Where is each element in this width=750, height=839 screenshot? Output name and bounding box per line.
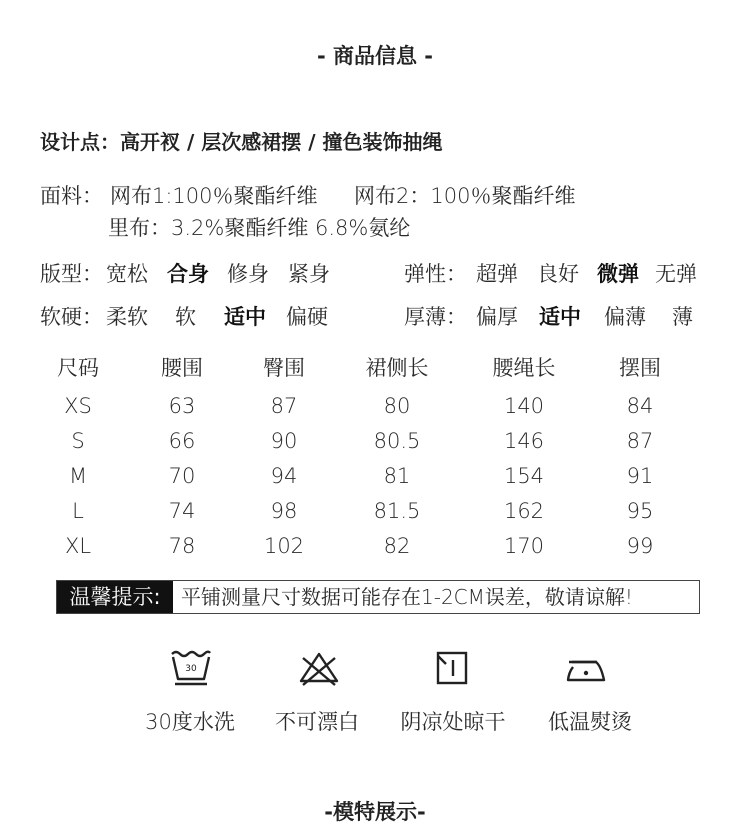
table-cell: 99 (626, 534, 654, 558)
measurement-notice (56, 580, 700, 614)
fit-option-slim: 修身 (227, 262, 269, 286)
fit-label: 版型： (40, 262, 103, 286)
elasticity-option-none: 无弹 (655, 262, 697, 286)
table-cell: 80 (383, 394, 411, 418)
thickness-option-thick: 偏厚 (476, 305, 518, 329)
care-label-wash: 30度水洗 (145, 710, 235, 734)
table-cell: 81.5 (373, 499, 421, 523)
thickness-option-thin: 偏薄 (604, 305, 646, 329)
table-cell: 95 (626, 499, 654, 523)
table-cell: 98 (270, 499, 298, 523)
section-title-model-show: -模特展示- (324, 800, 426, 824)
notice-label: 温馨提示: (57, 581, 173, 613)
table-cell: 146 (503, 429, 545, 453)
header-hem: 摆围 (619, 356, 661, 380)
header-waist: 腰围 (161, 356, 203, 380)
care-label-no-bleach: 不可漂白 (275, 710, 359, 734)
header-size: 尺码 (57, 356, 99, 380)
table-row (20, 499, 720, 531)
fabric-outer2: 网布2：100％聚酯纤维 (354, 184, 576, 208)
table-row (20, 534, 720, 566)
softness-option-medium-selected: 适中 (224, 305, 266, 329)
softness-option-very-soft: 柔软 (106, 305, 148, 329)
table-cell: 70 (168, 464, 196, 488)
table-cell: 140 (503, 394, 545, 418)
header-side-length: 裙侧长 (365, 356, 429, 380)
table-cell: 162 (503, 499, 545, 523)
wash-30-icon (169, 648, 213, 688)
care-label-low-iron: 低温熨烫 (548, 710, 632, 734)
fit-option-regular-selected: 合身 (167, 262, 209, 286)
table-cell: 87 (270, 394, 298, 418)
fabric-outer1: 网布1:100％聚酯纤维 (110, 184, 318, 208)
table-cell: 87 (626, 429, 654, 453)
table-cell: 102 (263, 534, 305, 558)
softness-option-hard: 偏硬 (286, 305, 328, 329)
table-cell: 84 (626, 394, 654, 418)
elasticity-option-good: 良好 (537, 262, 579, 286)
elasticity-label: 弹性： (404, 262, 467, 286)
header-hip: 臀围 (263, 356, 305, 380)
section-title-product-info: - 商品信息 - (316, 44, 434, 68)
table-cell: XS (64, 394, 92, 418)
design-points: 设计点：高开衩 / 层次感裙摆 / 撞色装饰抽绳 (40, 130, 443, 154)
thickness-option-medium-selected: 适中 (539, 305, 581, 329)
fabric-lining: 里布：3.2%聚酯纤维 6.8%氨纶 (108, 216, 411, 240)
elasticity-option-super: 超弹 (476, 262, 518, 286)
table-cell: 91 (626, 464, 654, 488)
shade-dry-icon (430, 648, 474, 688)
low-iron-icon (564, 648, 608, 688)
table-cell: 94 (270, 464, 298, 488)
softness-label: 软硬： (40, 305, 103, 329)
table-cell: 66 (168, 429, 196, 453)
fit-option-tight: 紧身 (288, 262, 330, 286)
no-bleach-icon (297, 648, 341, 688)
table-cell: 90 (270, 429, 298, 453)
header-drawstring-length: 腰绳长 (492, 356, 556, 380)
thickness-label: 厚薄： (404, 305, 467, 329)
table-cell: 170 (503, 534, 545, 558)
table-cell: XL (64, 534, 92, 558)
table-cell: 78 (168, 534, 196, 558)
fabric-label: 面料： (40, 184, 103, 208)
table-cell: 63 (168, 394, 196, 418)
table-cell: 74 (168, 499, 196, 523)
table-cell: 80.5 (373, 429, 421, 453)
table-cell: S (71, 429, 85, 453)
care-label-shade-dry: 阴凉处晾干 (400, 710, 506, 734)
thickness-option-very-thin: 薄 (672, 305, 693, 329)
notice-text: 平铺测量尺寸数据可能存在1-2CM误差，敬请谅解! (181, 585, 633, 609)
table-cell: 82 (383, 534, 411, 558)
table-cell: M (68, 464, 88, 488)
softness-option-soft: 软 (175, 305, 196, 329)
fit-option-loose: 宽松 (106, 262, 148, 286)
elasticity-option-slight-selected: 微弹 (597, 262, 639, 286)
table-cell: 81 (383, 464, 411, 488)
table-row (20, 394, 720, 426)
table-row (20, 429, 720, 461)
table-row (20, 464, 720, 496)
size-table-header (20, 352, 720, 384)
table-cell: L (72, 499, 84, 523)
table-cell: 154 (503, 464, 545, 488)
wash-temp-text: 30 (185, 664, 197, 674)
